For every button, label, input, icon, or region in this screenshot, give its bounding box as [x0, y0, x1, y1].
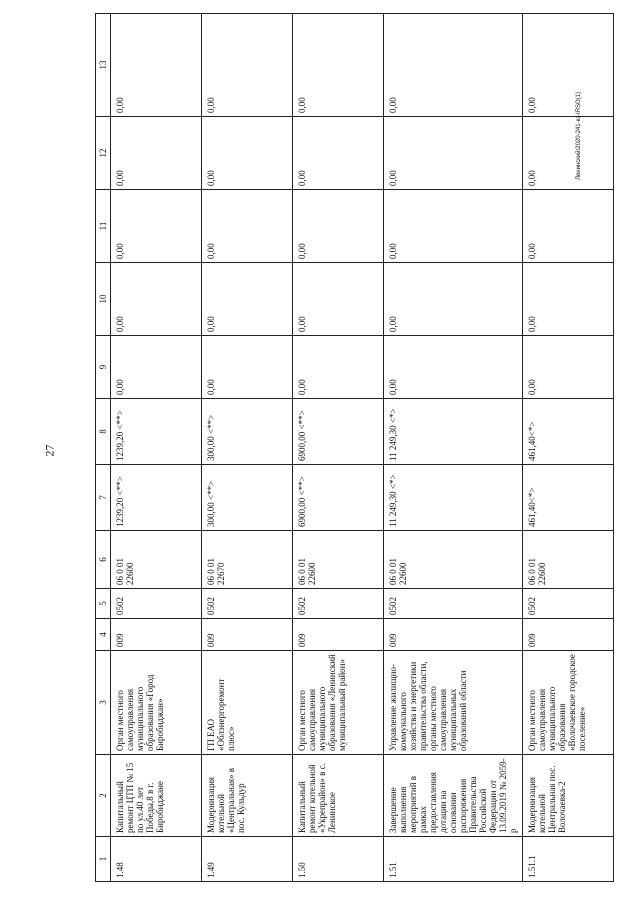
column-header: 12: [96, 117, 111, 190]
table-row: [384, 14, 523, 882]
cell-year-value: 0,00: [202, 190, 293, 263]
cell-year-value: 0,00: [384, 263, 523, 336]
column-header: 6: [96, 531, 111, 589]
cell-number: 1.51.1: [523, 837, 614, 882]
cell-year-value: 11 249,30 <*>: [384, 399, 523, 465]
column-header: 4: [96, 619, 111, 651]
program-table: [95, 13, 614, 882]
cell-executor: Орган местного самоуправления муниципального образования «Город Биробиджан»: [111, 651, 202, 755]
cell-number: 1.48: [111, 837, 202, 882]
column-header: 3: [96, 651, 111, 755]
cell-year-value: 0,00: [523, 14, 614, 117]
cell-year-value: 0,00: [523, 263, 614, 336]
cell-executor: Управление жилищно-коммунального хозяйства и энергетики правительства области, органы местного самоуправления муниципальных образований области: [384, 651, 523, 755]
table-row: [202, 14, 293, 882]
cell-grbs: 009: [523, 619, 614, 651]
cell-year-value: 0,00: [384, 14, 523, 117]
cell-year-value: 0,00: [293, 190, 384, 263]
table-row: [293, 14, 384, 882]
column-header: 10: [96, 263, 111, 336]
cell-event: Модернизация котельной Центральная пос. Волочаевка-2: [523, 755, 614, 837]
column-header: 11: [96, 190, 111, 263]
header-row: [96, 14, 111, 882]
cell-grbs: 009: [111, 619, 202, 651]
cell-year-value: 0,00: [202, 263, 293, 336]
cell-grbs: 009: [293, 619, 384, 651]
cell-year-value: 0,00: [202, 14, 293, 117]
cell-year-value: 0,00: [293, 117, 384, 190]
cell-year-value: 0,00: [293, 14, 384, 117]
cell-grbs: 009: [202, 619, 293, 651]
column-header: 9: [96, 336, 111, 399]
cell-year-value: 461,40<*>: [523, 399, 614, 465]
column-header: 7: [96, 465, 111, 531]
cell-year-value: 0,00: [523, 336, 614, 399]
cell-event: Завершение выполнения мероприятий в рамках предоставления дотации на основании распоряжения Правительства Российской Федерации от 13.09.2019 № 2059-р: [384, 755, 523, 837]
table-row: [111, 14, 202, 882]
cell-event: Капитальный ремонт ЦТП № 15 по ул.40 лет Победы,8 в г. Биробиджане: [111, 755, 202, 837]
cell-year-value: 0,00: [293, 336, 384, 399]
cell-section: 0502: [111, 589, 202, 619]
page-number: 27: [42, 444, 57, 457]
cell-year-value: 0,00: [111, 117, 202, 190]
cell-total: 11 249,30 <*>: [384, 465, 523, 531]
cell-year-value: 0,00: [111, 190, 202, 263]
document-code: Ленинский/2020-241-кз-IRSO(1): [576, 91, 582, 180]
cell-year-value: 0,00: [384, 336, 523, 399]
cell-event: Модернизация котельной «Центральная» в пос. Кульдур: [202, 755, 293, 837]
cell-year-value: 300,00 <**>: [202, 399, 293, 465]
cell-year-value: 0,00: [293, 263, 384, 336]
cell-total: 6900,00 <**>: [293, 465, 384, 531]
cell-target-code: 06 0 01 22670: [202, 531, 293, 589]
column-header: 5: [96, 589, 111, 619]
cell-year-value: 0,00: [384, 117, 523, 190]
cell-event: Капитальный ремонт котельной «Укрепрайон» в с. Ленинское: [293, 755, 384, 837]
cell-year-value: 0,00: [111, 263, 202, 336]
cell-total: 1239,20 <**>: [111, 465, 202, 531]
cell-section: 0502: [202, 589, 293, 619]
cell-total: 461,40<*>: [523, 465, 614, 531]
cell-executor: Орган местного самоуправления муниципального образования «Ленинский муниципальный район»: [293, 651, 384, 755]
column-header: 13: [96, 14, 111, 117]
cell-number: 1.50: [293, 837, 384, 882]
cell-year-value: 0,00: [202, 336, 293, 399]
cell-year-value: 0,00: [111, 336, 202, 399]
cell-section: 0502: [293, 589, 384, 619]
table-row: [523, 14, 614, 882]
cell-year-value: 0,00: [384, 190, 523, 263]
cell-year-value: 1239,20 <**>: [111, 399, 202, 465]
cell-executor: Орган местного самоуправления муниципального образования «Волочаевское городское поселение»: [523, 651, 614, 755]
cell-target-code: 06 0 01 22600: [384, 531, 523, 589]
cell-number: 1.49: [202, 837, 293, 882]
cell-target-code: 06 0 01 22600: [111, 531, 202, 589]
cell-section: 0502: [523, 589, 614, 619]
cell-grbs: 009: [384, 619, 523, 651]
cell-executor: ГП ЕАО «Облэнергоремонт плюс»: [202, 651, 293, 755]
cell-year-value: 0,00: [202, 117, 293, 190]
cell-year-value: 0,00: [523, 190, 614, 263]
cell-target-code: 06 0 01 22600: [293, 531, 384, 589]
column-header: 2: [96, 755, 111, 837]
cell-year-value: 0,00: [111, 14, 202, 117]
cell-year-value: 6900,00 <**>: [293, 399, 384, 465]
cell-number: 1.51: [384, 837, 523, 882]
column-header: 1: [96, 837, 111, 882]
column-header: 8: [96, 399, 111, 465]
cell-total: 300,00 <**>: [202, 465, 293, 531]
cell-section: 0502: [384, 589, 523, 619]
cell-target-code: 06 0 01 22600: [523, 531, 614, 589]
cell-year-value: 0,00: [523, 117, 614, 190]
